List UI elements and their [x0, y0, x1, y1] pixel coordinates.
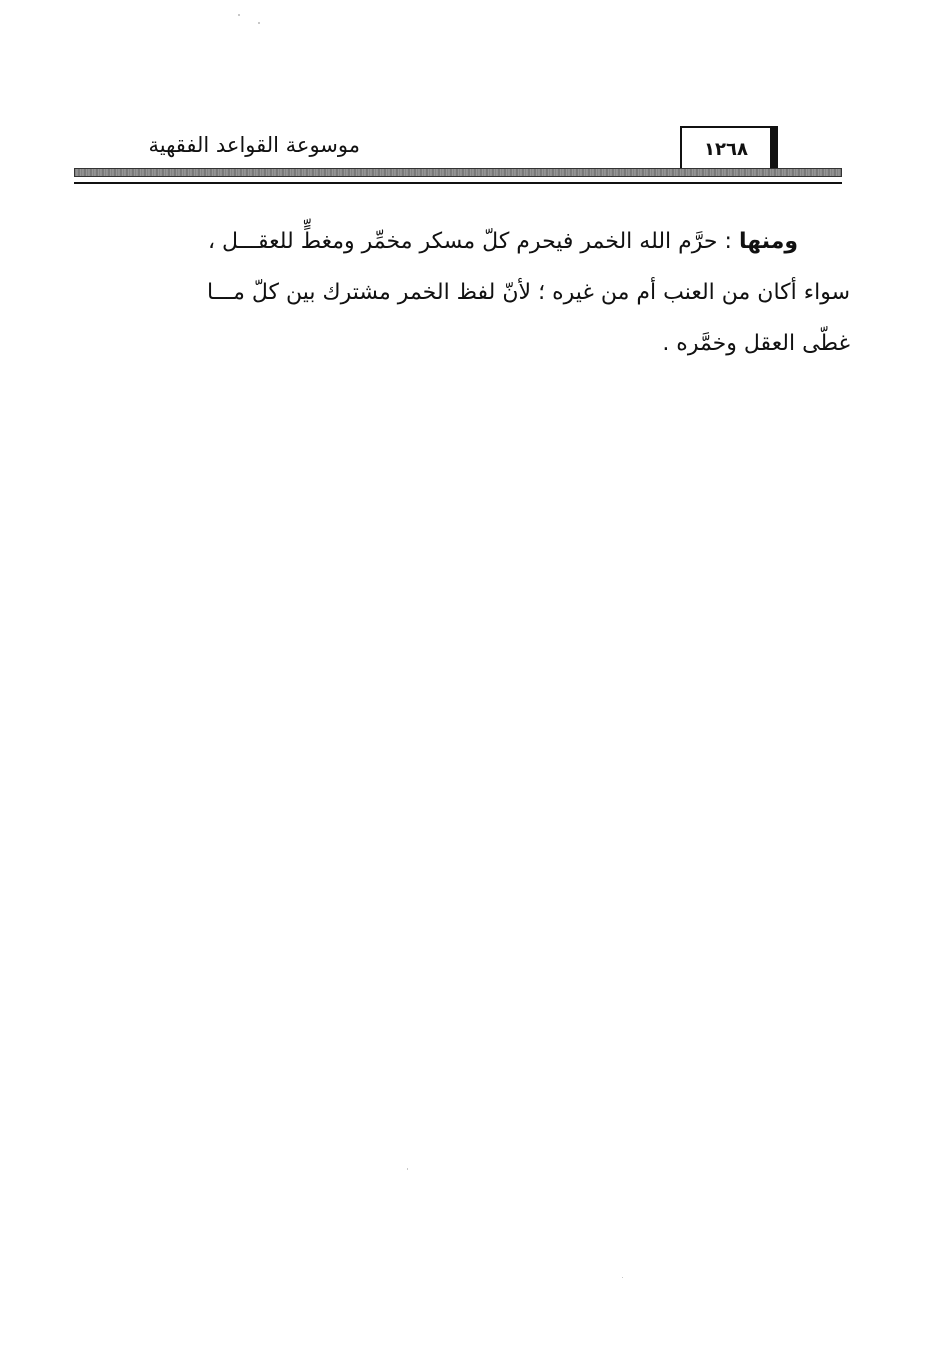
- body-line-1-text: : حرَّم الله الخمر فيحرم كلّ مسكر مخمِّر ومغطٍّ للعقـــل ،: [207, 229, 739, 254]
- header-rule-thick: [74, 168, 842, 177]
- scan-speck: [258, 22, 260, 24]
- scan-speck: [407, 1168, 408, 1170]
- body-line-1: [74, 216, 850, 267]
- running-title: موسوعة القواعد الفقهية: [148, 133, 360, 157]
- body-line-3: غطّى العقل وخمَّره .: [662, 331, 850, 356]
- scan-speck: [238, 14, 240, 16]
- header-rule-thin: [74, 182, 842, 184]
- body-paragraph: [74, 216, 850, 369]
- page-number-box: [680, 126, 778, 170]
- lead-word: ومنها: [738, 229, 798, 254]
- page-number: ١٢٦٨: [704, 139, 748, 160]
- body-line-2: سواء أكان من العنب أم من غيره ؛ لأنّ لفظ الخمر مشترك بين كلّ مـــا: [207, 280, 850, 305]
- scan-speck: [622, 1277, 623, 1278]
